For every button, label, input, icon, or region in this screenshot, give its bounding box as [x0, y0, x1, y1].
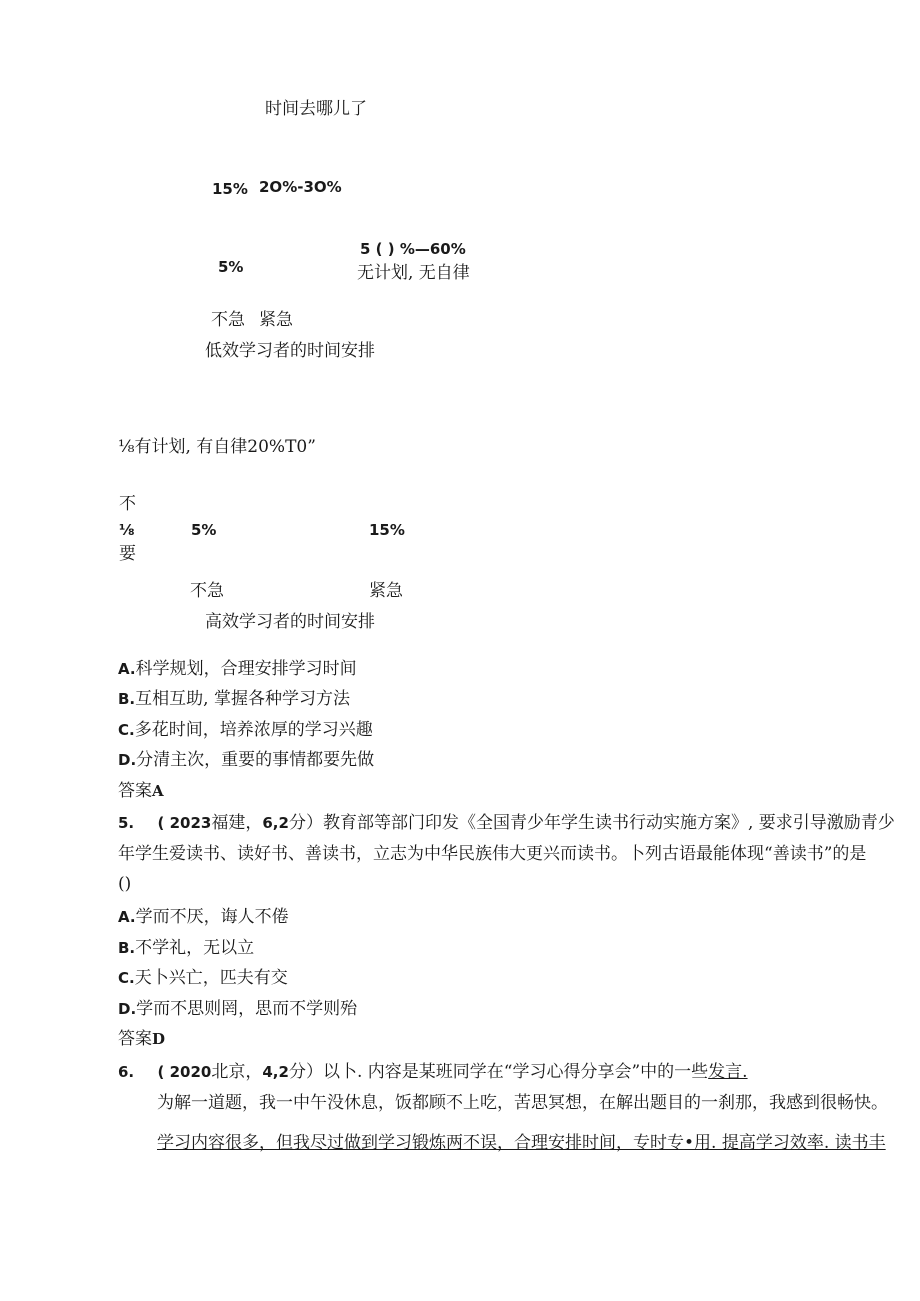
q4-option-c — [118, 720, 373, 740]
q4-option-b-text: 互相互助, 掌握各种学习方法 — [135, 689, 350, 709]
q5-option-d-letter: D. — [118, 1000, 137, 1018]
q4-option-d — [118, 750, 374, 770]
diagram1-q-top-left: 15% — [212, 180, 248, 198]
q4-option-b — [118, 689, 350, 709]
q6-source-year: ( 2020 — [157, 1063, 212, 1081]
diagram1-q-bottom-left: 5% — [218, 258, 244, 276]
q6-source-region: 北京， — [211, 1062, 263, 1082]
q5-option-c — [118, 968, 288, 988]
diagram1-axis-urgent: 紧急 — [259, 310, 293, 330]
q6-score-unit: 分） — [288, 1062, 323, 1082]
q5-stem-line2: 年学生爱读书、读好书、善读书，立志为中华民族伟大更兴而读书。卜列古语最能体现“善读书”的是 — [118, 844, 867, 864]
diagram1-title: 时间去哪儿了 — [265, 99, 367, 119]
q5-stem-line3: () — [118, 874, 132, 894]
diagram1-q-top-right: 2O%-3O% — [259, 178, 342, 196]
diagram2-q-left: 5% — [191, 521, 217, 539]
q5-option-a-letter: A. — [118, 908, 136, 926]
q5-option-a-text: 学而不厌，诲人不倦 — [135, 907, 289, 927]
diagram2-heading: ⅛有计划, 有自律20%T0” — [118, 437, 316, 457]
diagram2-q-right: 15% — [369, 521, 405, 539]
q4-answer — [118, 781, 164, 801]
q5-option-d-text: 学而不思则罔，思而不学则殆 — [136, 999, 358, 1019]
q4-option-c-text: 多花时间，培养浓厚的学习兴趣 — [134, 720, 373, 740]
q4-option-b-letter: B. — [118, 690, 136, 708]
q5-stem-text1: 教育部等部门印发《全国青少年学生读书行动实施方案》, 要求引导激励青少 — [322, 813, 895, 833]
diagram1-q-bottom-right-value: 5 ( ) %—60% — [360, 240, 466, 258]
q4-answer-label: 答案 — [118, 781, 152, 801]
q4-option-d-letter: D. — [118, 751, 137, 769]
q6-stem — [118, 1062, 748, 1082]
q6-score: 4,2 — [262, 1063, 289, 1081]
diagram2-axis-not-urgent: 不急 — [190, 581, 224, 601]
q5-number: 5. — [118, 814, 135, 832]
diagram2-side-mid: ⅛ — [119, 521, 135, 539]
q5-answer-label: 答案 — [118, 1029, 152, 1049]
q5-option-b — [118, 938, 254, 958]
diagram1-caption: 低效学习者的时间安排 — [205, 341, 375, 361]
diagram2-side-bottom: 要 — [119, 544, 136, 564]
q5-option-a — [118, 907, 289, 927]
q5-source-region: 福建， — [211, 813, 263, 833]
q5-source-year: ( 2023 — [157, 814, 212, 832]
q6-quote-2: 学习内容很多，但我尽过做到学习锻炼两不误，合理安排时间，专时专•用. 提高学习效率. 读书丰 — [157, 1133, 886, 1153]
q5-score-unit: 分） — [288, 813, 323, 833]
q5-answer — [118, 1029, 165, 1049]
q6-stem-text: 以卜. 内容是某班同学在“学习心得分享会”中的一些 — [322, 1062, 709, 1082]
q6-number: 6. — [118, 1063, 135, 1081]
q4-option-c-letter: C. — [118, 721, 135, 739]
q5-option-c-text: 天卜兴亡，匹夫有交 — [134, 968, 288, 988]
q4-option-a — [118, 659, 357, 679]
q5-option-c-letter: C. — [118, 969, 135, 987]
q4-option-d-text: 分清主次，重要的事情都要先做 — [136, 750, 375, 770]
q6-stem-underlined: 发言. — [708, 1062, 748, 1082]
diagram2-caption: 高效学习者的时间安排 — [205, 612, 375, 632]
q4-option-a-text: 科学规划，合理安排学习时间 — [135, 659, 357, 679]
q5-option-d — [118, 999, 357, 1019]
diagram2-side-top: 不 — [119, 494, 136, 514]
q4-answer-value: A — [152, 782, 164, 800]
q4-option-a-letter: A. — [118, 660, 136, 678]
diagram1-q-bottom-right-note: 无计划, 无自律 — [357, 263, 470, 283]
q5-score: 6,2 — [262, 814, 289, 832]
q5-stem-line1 — [118, 813, 895, 833]
q5-option-b-text: 不学礼，无以立 — [135, 938, 255, 958]
q6-quote-1: 为解一道题，我一中午没休息，饭都顾不上吃，苦思冥想，在解出题目的一刹那，我感到很畅快。 — [157, 1093, 888, 1113]
diagram2-axis-urgent: 紧急 — [369, 581, 403, 601]
diagram1-axis-not-urgent: 不急 — [211, 310, 245, 330]
q5-option-b-letter: B. — [118, 939, 136, 957]
q5-answer-value: D — [152, 1030, 166, 1048]
